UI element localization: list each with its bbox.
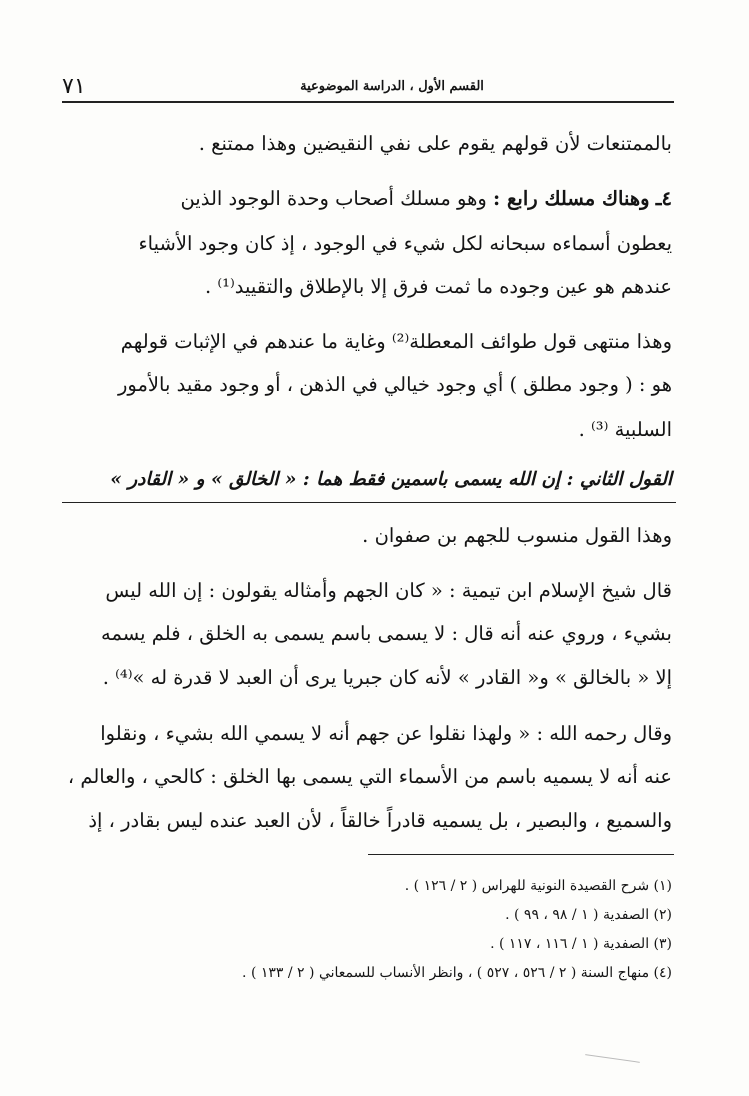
- header-rule: [62, 101, 674, 103]
- text-line: يعطون أسماءه سبحانه لكل شيء في الوجود ، إذ كان وجود الأشياء: [138, 232, 672, 255]
- text-line: والسميع ، والبصير ، بل يسميه قادراً خالقاً ، لأن العبد عنده ليس بقادر ، إذ: [88, 809, 672, 832]
- footnote-2: (٢) الصفدية ( ١ / ٩٨ ، ٩٩ ) .: [505, 907, 672, 923]
- footnote-4: (٤) منهاج السنة ( ٢ / ٥٢٦ ، ٥٢٧ ) ، وانظر الأنساب للسمعاني ( ٢ / ١٣٣ ) .: [242, 965, 672, 981]
- heading-underline: [62, 502, 676, 503]
- footnote-separator: [368, 854, 674, 855]
- item-text: وهو مسلك أصحاب وحدة الوجود الذين: [180, 187, 487, 210]
- text-line: وهذا منتهى قول طوائف المعطلة⁽²⁾ وغاية ما عندهم في الإثبات قولهم: [120, 330, 672, 353]
- text-line: بالممتنعات لأن قولهم يقوم على نفي النقيضين وهذا ممتنع .: [198, 132, 672, 155]
- page-header: [62, 74, 674, 100]
- text-line: السلبية ⁽³⁾ .: [578, 418, 672, 441]
- text-line: قال شيخ الإسلام ابن تيمية : « كان الجهم وأمثاله يقولون : إن الله ليس: [105, 579, 672, 602]
- footnote-1: (١) شرح القصيدة النونية للهراس ( ٢ / ١٢٦ ) .: [404, 878, 672, 894]
- text-line: بشيء ، وروي عنه أنه قال : لا يسمى باسم يسمى به الخلق ، فلم يسمه: [101, 622, 672, 645]
- text-line: هو : ( وجود مطلق ) أي وجود خيالي في الذهن ، أو وجود مقيد بالأمور: [118, 373, 672, 396]
- text-line: إلا « بالخالق » و« القادر » لأنه كان جبريا يرى أن العبد لا قدرة له »⁽⁴⁾ .: [102, 666, 672, 689]
- text-line: عنه أنه لا يسميه باسم من الأسماء التي يسمى بها الخلق : كالحي ، والعالم ،: [67, 765, 672, 788]
- text-line: عندهم هو عين وجوده ما ثمت فرق إلا بالإطلاق والتقييد⁽¹⁾ .: [204, 275, 672, 298]
- item-number: ٤ـ: [655, 187, 672, 210]
- text-line: [180, 179, 672, 219]
- page-number: ٧١: [62, 74, 86, 99]
- footnote-3: (٣) الصفدية ( ١ / ١١٦ ، ١١٧ ) .: [490, 936, 672, 952]
- text-line: وهذا القول منسوب للجهم بن صفوان .: [362, 524, 672, 547]
- running-title: القسم الأول ، الدراسة الموضوعية: [300, 79, 484, 94]
- scan-mark: [585, 1054, 640, 1063]
- section-heading: القول الثاني : إن الله يسمى باسمين فقط هما : « الخالق » و « القادر »: [110, 469, 672, 490]
- item-lead: وهناك مسلك رابع :: [493, 187, 650, 210]
- text-line: وقال رحمه الله : « ولهذا نقلوا عن جهم أنه لا يسمي الله بشيء ، ونقلوا: [100, 722, 672, 745]
